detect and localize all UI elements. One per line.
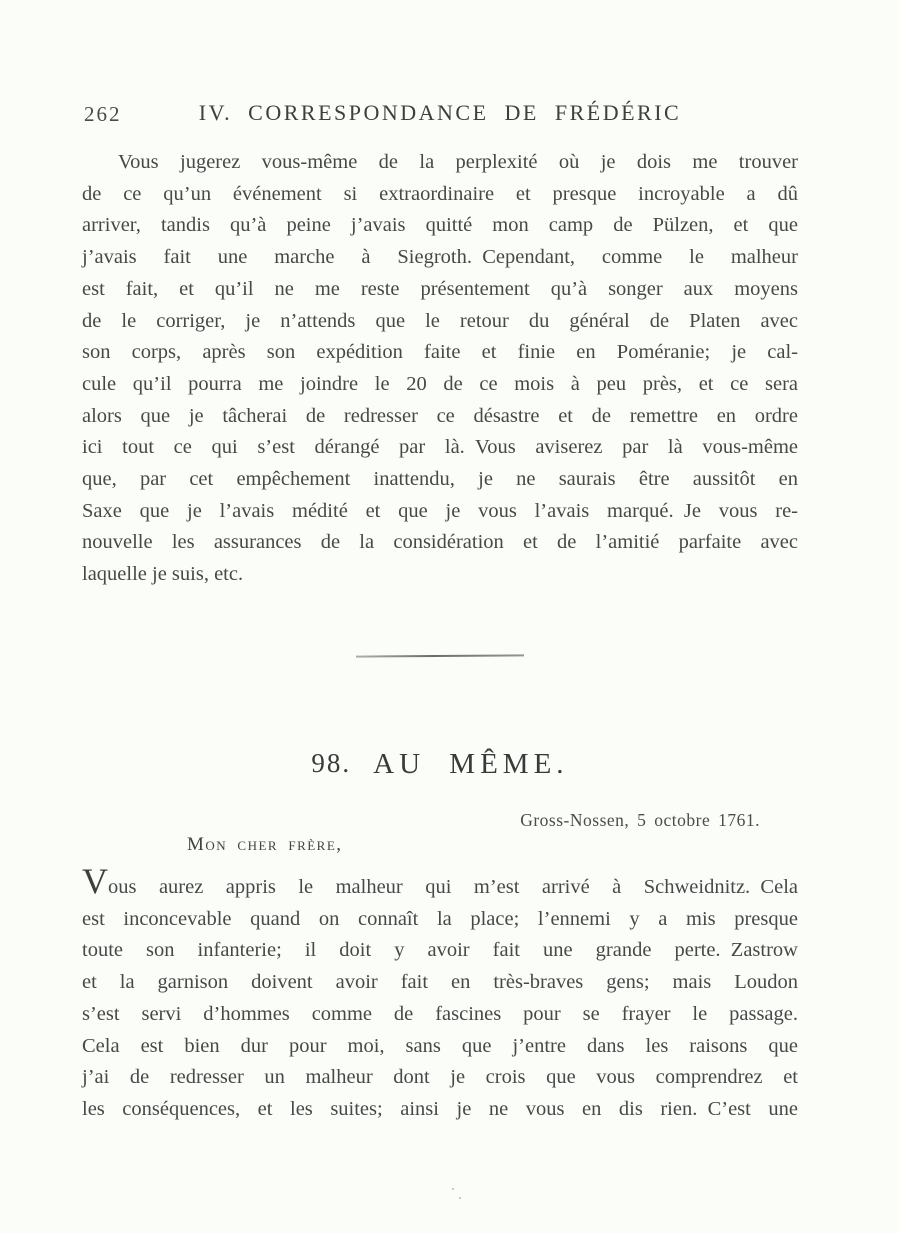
text-line: Cela est bien dur pour moi, sans que j’entre dans les raisons que	[82, 1034, 798, 1057]
text-line: alors que je tâcherai de redresser ce désastre et de remettre en ordre	[82, 404, 798, 427]
text-line	[82, 861, 798, 904]
text-line: j’avais fait une marche à Siegroth. Cependant, comme le malheur	[82, 246, 798, 269]
text-line: que, par cet empêchement inattendu, je ne saurais être aussitôt en	[82, 468, 798, 491]
text-line: de ce qu’un événement si extraordinaire et presque incroyable a dû	[82, 182, 798, 205]
scan-speck	[452, 1188, 454, 1190]
drop-cap-initial: V	[82, 861, 108, 901]
dateline: Gross-Nossen, 5 octobre 1761.	[520, 810, 760, 830]
letter-number: 98.	[311, 748, 352, 778]
text-line: ici tout ce qui s’est dérangé par là. Vous aviserez par là vous-même	[82, 436, 798, 459]
text-line: de le corriger, je n’attends que le retour du général de Platen avec	[82, 309, 798, 332]
text-line: toute son infanterie; il doit y avoir fait une grande perte. Zastrow	[82, 939, 798, 962]
text-line: est inconcevable quand on connaît la place; l’ennemi y a mis presque	[82, 907, 798, 930]
text-line: s’est servi d’hommes comme de fascines pour se frayer le passage.	[82, 1002, 798, 1025]
page-number: 262	[84, 102, 122, 126]
text-line: nouvelle les assurances de la considération et de l’amitié parfaite avec	[82, 531, 798, 554]
text-line: est fait, et qu’il ne me reste présentement qu’à songer aux moyens	[82, 277, 798, 300]
letter-title: AU MÊME.	[373, 748, 569, 780]
text-line: arriver, tandis qu’à peine j’avais quitté mon camp de Pülzen, et que	[82, 214, 798, 237]
salutation: Mon cher frère,	[187, 834, 343, 855]
text-line: son corps, après son expédition faite et finie en Poméranie; je cal-	[82, 341, 798, 364]
running-title: IV. CORRESPONDANCE DE FRÉDÉRIC	[198, 100, 682, 125]
text-line: Vous jugerez vous-même de la perplexité où je dois me trouver	[118, 151, 798, 173]
text-line: et la garnison doivent avoir fait en très-braves gens; mais Loudon	[82, 971, 798, 994]
text-line: j’ai de redresser un malheur dont je crois que vous comprendrez et	[82, 1066, 798, 1089]
text-line: Saxe que je l’avais médité et que je vous l’avais marqué. Je vous re-	[82, 499, 798, 522]
scan-speck	[459, 1197, 461, 1199]
text-line: cule qu’il pourra me joindre le 20 de ce mois à peu près, et ce sera	[82, 372, 798, 395]
text-line: les conséquences, et les suites; ainsi je ne vous en dis rien. C’est une	[82, 1097, 798, 1120]
section-divider	[356, 654, 524, 657]
text-line-rest: ous aurez appris le malheur qui m’est arrivé à Schweidnitz. Cela	[108, 876, 798, 898]
letter-heading	[82, 748, 798, 781]
text-line: laquelle je suis, etc.	[82, 563, 244, 586]
letter-98-body	[82, 861, 798, 1126]
letter-previous-body	[82, 147, 798, 591]
